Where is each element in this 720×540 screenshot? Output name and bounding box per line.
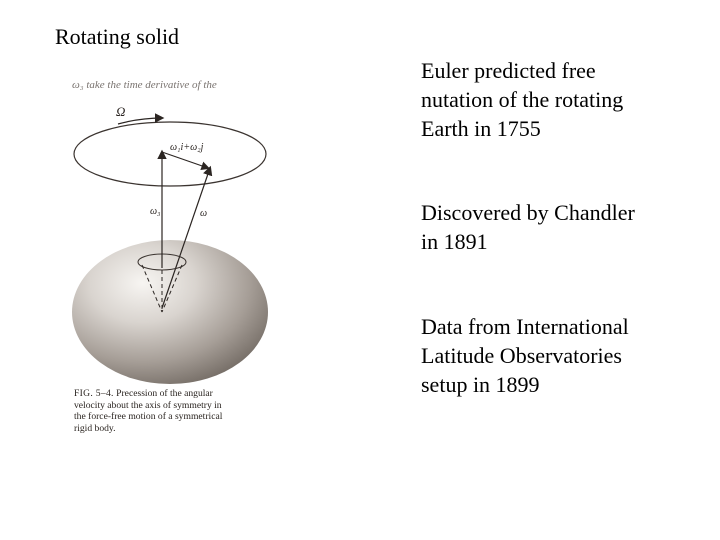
omega3-label: ω₃ xyxy=(150,206,161,217)
precession-component-label: ω₁i+ω₂j xyxy=(170,142,204,153)
bullet-line: Euler predicted free xyxy=(421,58,596,83)
precession-ellipse xyxy=(74,122,266,186)
omega-label: ω xyxy=(200,208,208,219)
figure-number: FIG. 5–4. xyxy=(74,388,114,399)
precession-figure xyxy=(66,72,276,462)
omega-big-label: Ω xyxy=(116,104,126,119)
caption-line: velocity about the axis of symmetry in xyxy=(74,399,222,411)
bullet-line: Discovered by Chandler xyxy=(421,200,635,225)
bullet-line: Earth in 1755 xyxy=(421,116,541,141)
figure-top-text: ω₃ take the time derivative of the xyxy=(72,79,217,91)
bullet-line: in 1891 xyxy=(421,229,488,254)
slide-title: Rotating solid xyxy=(55,24,180,49)
precession-component-arrow xyxy=(162,152,208,168)
bullet-line: setup in 1899 xyxy=(421,372,540,397)
rigid-body xyxy=(72,240,268,384)
bullet-line: nutation of the rotating xyxy=(421,87,624,112)
bullet-latitude-observatories xyxy=(421,312,711,399)
caption-line: the force-free motion of a symmetrical xyxy=(74,411,223,422)
rigid-body-diagram xyxy=(66,72,276,392)
caption-line: rigid body. xyxy=(74,422,116,434)
bullet-line: Latitude Observatories xyxy=(421,343,622,368)
bullet-line: Data from International xyxy=(421,314,629,339)
figure-caption xyxy=(74,388,274,434)
bullet-euler-prediction xyxy=(421,56,711,143)
bullet-chandler-discovery xyxy=(421,198,711,256)
caption-line: Precession of the angular xyxy=(116,388,213,399)
